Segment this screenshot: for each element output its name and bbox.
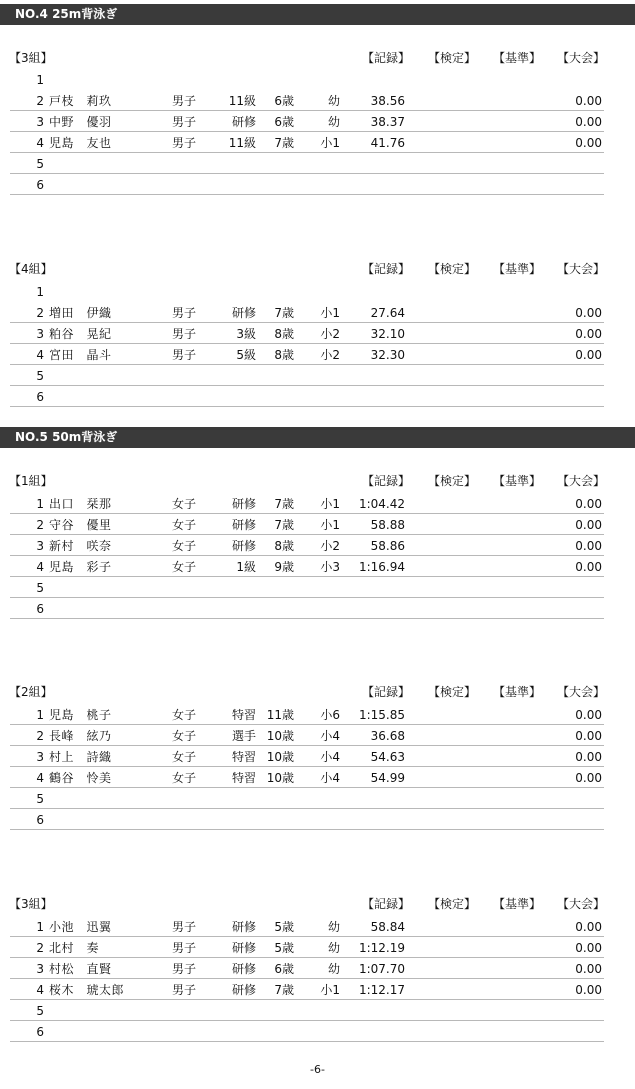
age: 7歳 <box>274 136 294 150</box>
table-row <box>10 958 604 979</box>
certification-column-header: 【検定】 <box>428 897 477 911</box>
table-row <box>10 916 604 937</box>
meet-time: 0.00 <box>575 729 602 743</box>
table-row <box>10 111 604 132</box>
meet-column-header: 【大会】 <box>557 474 606 488</box>
age: 7歳 <box>274 306 294 320</box>
class-level: 11級 <box>228 136 256 150</box>
lane-number: 3 <box>36 539 44 553</box>
class-level: 研修 <box>231 306 256 320</box>
table-row <box>10 577 604 598</box>
table-row <box>10 556 604 577</box>
standard-column-header: 【基準】 <box>493 262 542 276</box>
age: 5歳 <box>274 941 294 955</box>
record-time: 1:12.17 <box>358 983 405 997</box>
school-grade: 小1 <box>320 306 340 320</box>
lane-number: 3 <box>36 962 44 976</box>
class-level: 研修 <box>231 539 256 553</box>
gender: 男子 <box>172 136 197 150</box>
record-time: 1:04.42 <box>358 497 405 511</box>
record-time: 38.56 <box>370 94 405 108</box>
lane-number: 6 <box>36 602 44 616</box>
table-row <box>10 493 604 514</box>
table-row <box>10 767 604 788</box>
lane-number: 5 <box>36 581 44 595</box>
meet-column-header: 【大会】 <box>557 262 606 276</box>
school-grade: 小1 <box>320 518 340 532</box>
meet-time: 0.00 <box>575 983 602 997</box>
standard-column-header: 【基準】 <box>493 474 542 488</box>
table-row <box>10 302 604 323</box>
school-grade: 小4 <box>320 750 340 764</box>
gender: 男子 <box>172 327 197 341</box>
lane-number: 2 <box>36 306 44 320</box>
age: 6歳 <box>274 962 294 976</box>
gender: 男子 <box>172 94 197 108</box>
meet-time: 0.00 <box>575 560 602 574</box>
class-level: 特習 <box>231 708 256 722</box>
table-row <box>10 365 604 386</box>
lane-number: 6 <box>36 1025 44 1039</box>
gender: 女子 <box>172 497 197 511</box>
school-grade: 小6 <box>320 708 340 722</box>
lane-number: 5 <box>36 157 44 171</box>
age: 8歳 <box>274 539 294 553</box>
record-time: 54.99 <box>370 771 405 785</box>
lane-number: 1 <box>36 920 44 934</box>
table-row <box>10 704 604 725</box>
lane-number: 4 <box>36 983 44 997</box>
meet-column-header: 【大会】 <box>557 685 606 699</box>
event-title-bar <box>0 4 635 25</box>
meet-time: 0.00 <box>575 920 602 934</box>
table-row <box>10 1000 604 1021</box>
gender: 女子 <box>172 771 197 785</box>
lane-number: 1 <box>36 285 44 299</box>
lane-number: 6 <box>36 178 44 192</box>
swimmer-name: 北村 奏 <box>49 941 100 955</box>
group-header <box>0 683 635 701</box>
class-level: 研修 <box>231 115 256 129</box>
record-time: 58.88 <box>370 518 405 532</box>
age: 10歳 <box>266 729 294 743</box>
swimmer-name: 出口 栞那 <box>49 497 112 511</box>
class-level: 研修 <box>231 962 256 976</box>
table-row <box>10 1021 604 1042</box>
lane-number: 2 <box>36 941 44 955</box>
gender: 男子 <box>172 115 197 129</box>
gender: 男子 <box>172 920 197 934</box>
event-title-bar <box>0 427 635 448</box>
class-level: 特習 <box>231 750 256 764</box>
table-row <box>10 69 604 90</box>
lane-number: 1 <box>36 708 44 722</box>
school-grade: 小1 <box>320 497 340 511</box>
table-row <box>10 386 604 407</box>
swimmer-name: 鶴谷 怜美 <box>49 771 112 785</box>
school-grade: 小2 <box>320 348 340 362</box>
school-grade: 小1 <box>320 136 340 150</box>
meet-time: 0.00 <box>575 708 602 722</box>
record-time: 1:12.19 <box>358 941 405 955</box>
table-row <box>10 132 604 153</box>
swimmer-name: 児島 友也 <box>49 136 112 150</box>
meet-column-header: 【大会】 <box>557 51 606 65</box>
age: 7歳 <box>274 497 294 511</box>
lane-number: 4 <box>36 771 44 785</box>
lane-number: 3 <box>36 115 44 129</box>
school-grade: 小2 <box>320 539 340 553</box>
gender: 男子 <box>172 962 197 976</box>
meet-time: 0.00 <box>575 941 602 955</box>
standard-column-header: 【基準】 <box>493 897 542 911</box>
group-label: 【2組】 <box>9 685 53 699</box>
standard-column-header: 【基準】 <box>493 685 542 699</box>
table-row <box>10 598 604 619</box>
record-time: 1:16.94 <box>358 560 405 574</box>
class-level: 研修 <box>231 983 256 997</box>
meet-time: 0.00 <box>575 771 602 785</box>
swimmer-name: 新村 咲奈 <box>49 539 112 553</box>
group-label: 【1組】 <box>9 474 53 488</box>
school-grade: 小4 <box>320 729 340 743</box>
record-time: 54.63 <box>370 750 405 764</box>
age: 10歳 <box>266 771 294 785</box>
record-time: 1:07.70 <box>358 962 405 976</box>
table-row <box>10 323 604 344</box>
class-level: 研修 <box>231 920 256 934</box>
class-level: 特習 <box>231 771 256 785</box>
age: 7歳 <box>274 518 294 532</box>
lane-number: 4 <box>36 136 44 150</box>
age: 10歳 <box>266 750 294 764</box>
swimmer-name: 粕谷 晃紀 <box>49 327 112 341</box>
school-grade: 小3 <box>320 560 340 574</box>
lane-number: 4 <box>36 348 44 362</box>
standard-column-header: 【基準】 <box>493 51 542 65</box>
swimmer-name: 村上 詩織 <box>49 750 112 764</box>
table-row <box>10 174 604 195</box>
table-row <box>10 746 604 767</box>
record-column-header: 【記録】 <box>362 262 411 276</box>
gender: 女子 <box>172 518 197 532</box>
meet-time: 0.00 <box>575 94 602 108</box>
swimmer-name: 長峰 絃乃 <box>49 729 112 743</box>
gender: 女子 <box>172 539 197 553</box>
lane-number: 2 <box>36 518 44 532</box>
school-grade: 幼 <box>327 962 340 976</box>
lane-number: 5 <box>36 792 44 806</box>
table-row <box>10 90 604 111</box>
lane-number: 1 <box>36 73 44 87</box>
group-label: 【3組】 <box>9 51 53 65</box>
meet-time: 0.00 <box>575 518 602 532</box>
swimmer-name: 村松 直賢 <box>49 962 112 976</box>
certification-column-header: 【検定】 <box>428 685 477 699</box>
record-time: 38.37 <box>370 115 405 129</box>
age: 9歳 <box>274 560 294 574</box>
table-row <box>10 535 604 556</box>
class-level: 選手 <box>231 729 256 743</box>
table-row <box>10 725 604 746</box>
gender: 女子 <box>172 708 197 722</box>
lane-number: 3 <box>36 327 44 341</box>
table-row <box>10 514 604 535</box>
record-column-header: 【記録】 <box>362 897 411 911</box>
gender: 女子 <box>172 750 197 764</box>
swimmer-name: 児島 彩子 <box>49 560 112 574</box>
record-time: 36.68 <box>370 729 405 743</box>
certification-column-header: 【検定】 <box>428 474 477 488</box>
record-time: 32.10 <box>370 327 405 341</box>
gender: 男子 <box>172 983 197 997</box>
school-grade: 幼 <box>327 941 340 955</box>
meet-time: 0.00 <box>575 327 602 341</box>
lane-number: 1 <box>36 497 44 511</box>
record-column-header: 【記録】 <box>362 474 411 488</box>
table-row <box>10 809 604 830</box>
age: 5歳 <box>274 920 294 934</box>
record-time: 1:15.85 <box>358 708 405 722</box>
record-column-header: 【記録】 <box>362 685 411 699</box>
school-grade: 小1 <box>320 983 340 997</box>
class-level: 研修 <box>231 518 256 532</box>
lane-number: 2 <box>36 729 44 743</box>
class-level: 5級 <box>236 348 256 362</box>
gender: 女子 <box>172 729 197 743</box>
page-number: -6- <box>310 1063 325 1076</box>
age: 8歳 <box>274 327 294 341</box>
lane-number: 2 <box>36 94 44 108</box>
meet-time: 0.00 <box>575 348 602 362</box>
swimmer-name: 桜木 琥太郎 <box>49 983 125 997</box>
meet-column-header: 【大会】 <box>557 897 606 911</box>
event-title: NO.5 50m背泳ぎ <box>15 430 118 444</box>
meet-time: 0.00 <box>575 962 602 976</box>
group-header <box>0 260 635 278</box>
class-level: 研修 <box>231 941 256 955</box>
record-time: 58.86 <box>370 539 405 553</box>
class-level: 研修 <box>231 497 256 511</box>
swimmer-name: 宮田 晶斗 <box>49 348 112 362</box>
record-time: 41.76 <box>370 136 405 150</box>
table-row <box>10 979 604 1000</box>
meet-time: 0.00 <box>575 750 602 764</box>
meet-time: 0.00 <box>575 497 602 511</box>
school-grade: 小4 <box>320 771 340 785</box>
table-row <box>10 153 604 174</box>
lane-number: 5 <box>36 1004 44 1018</box>
swimmer-name: 増田 伊織 <box>49 306 112 320</box>
school-grade: 幼 <box>327 920 340 934</box>
age: 8歳 <box>274 348 294 362</box>
school-grade: 幼 <box>327 115 340 129</box>
gender: 女子 <box>172 560 197 574</box>
group-header <box>0 895 635 913</box>
age: 6歳 <box>274 115 294 129</box>
school-grade: 幼 <box>327 94 340 108</box>
meet-time: 0.00 <box>575 306 602 320</box>
class-level: 11級 <box>228 94 256 108</box>
age: 7歳 <box>274 983 294 997</box>
swimmer-name: 小池 迅翼 <box>49 920 112 934</box>
record-column-header: 【記録】 <box>362 51 411 65</box>
table-row <box>10 788 604 809</box>
lane-number: 3 <box>36 750 44 764</box>
school-grade: 小2 <box>320 327 340 341</box>
table-row <box>10 281 604 302</box>
class-level: 3級 <box>236 327 256 341</box>
swimmer-name: 児島 桃子 <box>49 708 112 722</box>
meet-time: 0.00 <box>575 136 602 150</box>
record-time: 58.84 <box>370 920 405 934</box>
group-header <box>0 49 635 67</box>
certification-column-header: 【検定】 <box>428 51 477 65</box>
lane-number: 6 <box>36 813 44 827</box>
record-time: 27.64 <box>370 306 405 320</box>
swimmer-name: 中野 優羽 <box>49 115 112 129</box>
age: 6歳 <box>274 94 294 108</box>
gender: 男子 <box>172 306 197 320</box>
group-label: 【4組】 <box>9 262 53 276</box>
meet-time: 0.00 <box>575 539 602 553</box>
group-label: 【3組】 <box>9 897 53 911</box>
age: 11歳 <box>266 708 294 722</box>
certification-column-header: 【検定】 <box>428 262 477 276</box>
group-header <box>0 472 635 490</box>
lane-number: 6 <box>36 390 44 404</box>
swimmer-name: 戸枝 莉玖 <box>49 94 112 108</box>
class-level: 1級 <box>236 560 256 574</box>
table-row <box>10 344 604 365</box>
event-title: NO.4 25m背泳ぎ <box>15 7 118 21</box>
lane-number: 5 <box>36 369 44 383</box>
meet-time: 0.00 <box>575 115 602 129</box>
gender: 男子 <box>172 941 197 955</box>
record-time: 32.30 <box>370 348 405 362</box>
gender: 男子 <box>172 348 197 362</box>
lane-number: 4 <box>36 560 44 574</box>
table-row <box>10 937 604 958</box>
swimmer-name: 守谷 優里 <box>49 518 112 532</box>
